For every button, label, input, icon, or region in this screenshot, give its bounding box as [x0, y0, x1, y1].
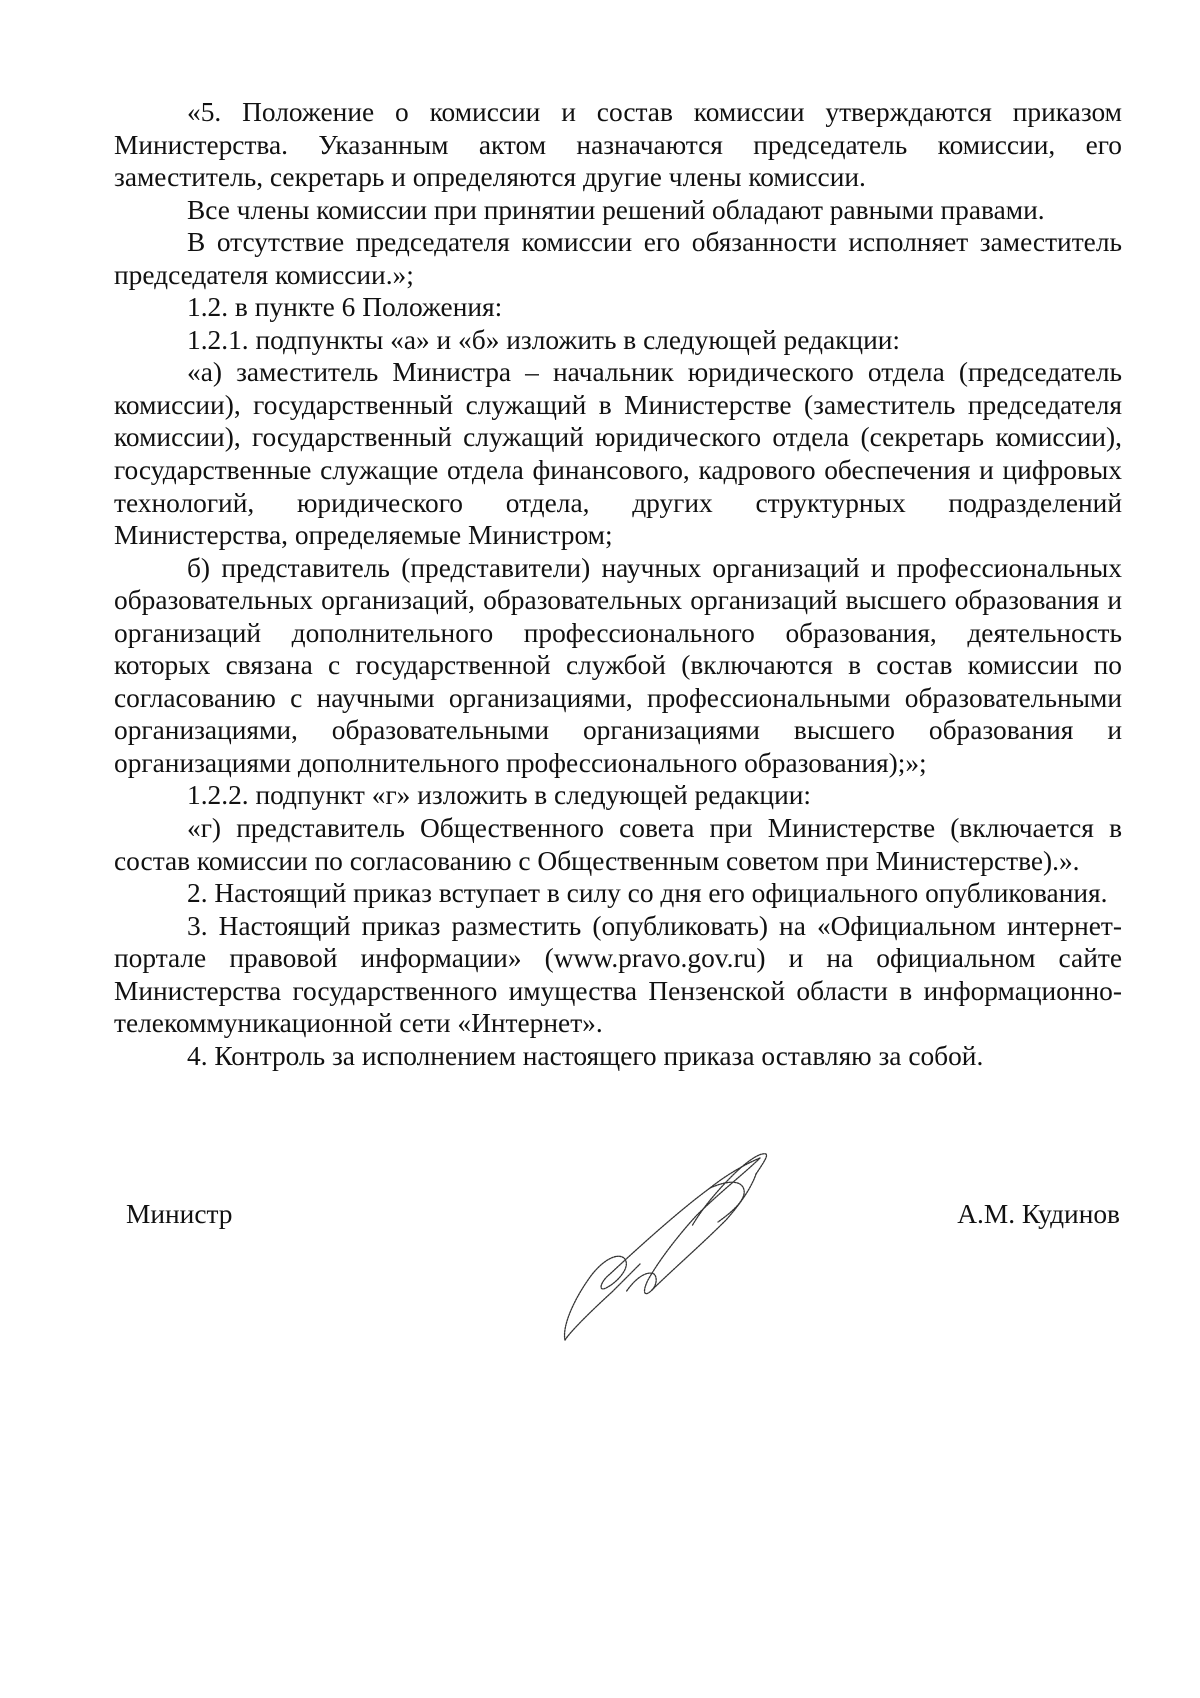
- signature-block: [114, 1198, 1122, 1238]
- paragraph-item-2: 2. Настоящий приказ вступает в силу со дня его официального опубликования.: [187, 878, 1108, 909]
- paragraph-subitem-b: б) представитель (представители) научных организаций и профессиональных образовательных организаций, образовательных организаций высшего образования и организаций дополнительного профессионального образования, деятельность которых связана с государственной службой (включаются в состав комиссии по согласованию с научными организациями, профессиональными образовательными организациями, образовательными организациями высшего образования и организациями дополнительного профессионального образования);»;: [114, 552, 1122, 778]
- signatory-name: А.М. Кудинов: [957, 1199, 1120, 1229]
- paragraph-item-1-2-2: 1.2.2. подпункт «г» изложить в следующей редакции:: [187, 780, 812, 811]
- paragraph-subitem-a: «а) заместитель Министра – начальник юридического отдела (председатель комиссии), государственный служащий в Министерстве (заместитель председателя комиссии), государственный служащий юридического отдела (секретарь комиссии), государственные служащие отдела финансового, кадрового обеспечения и цифровых технологий, юридического отдела, других структурных подразделений Министерства, определяемые Министром;: [114, 357, 1122, 551]
- paragraph-item-1-2-1: 1.2.1. подпункты «а» и «б» изложить в следующей редакции:: [187, 324, 901, 355]
- paragraph-chairman-absence: В отсутствие председателя комиссии его обязанности исполняет заместитель председателя комиссии.»;: [114, 227, 1122, 290]
- paragraph-item-1-2: 1.2. в пункте 6 Положения:: [187, 292, 503, 323]
- paragraph-item-3: 3. Настоящий приказ разместить (опубликовать) на «Официальном интернет-портале правовой информации» (www.pravo.gov.ru) и на официальном сайте Министерства государственного имущества Пензенской области в информационно-телекоммуникационной сети «Интернет».: [114, 910, 1122, 1039]
- paragraph-subitem-g: «г) представитель Общественного совета при Министерстве (включается в состав комиссии по согласованию с Общественным советом при Министерстве).».: [114, 813, 1122, 876]
- paragraph-item-4: 4. Контроль за исполнением настоящего приказа оставляю за собой.: [187, 1040, 984, 1071]
- document-body: [114, 96, 1122, 1072]
- handwritten-signature: [560, 1150, 800, 1350]
- signatory-title: Министр: [126, 1199, 233, 1229]
- paragraph-clause-5: «5. Положение о комиссии и состав комиссии утверждаются приказом Министерства. Указанным актом назначаются председатель комиссии, его заместитель, секретарь и определяются другие члены комиссии.: [114, 97, 1122, 193]
- paragraph-equal-rights: Все члены комиссии при принятии решений обладают равными правами.: [187, 194, 1045, 225]
